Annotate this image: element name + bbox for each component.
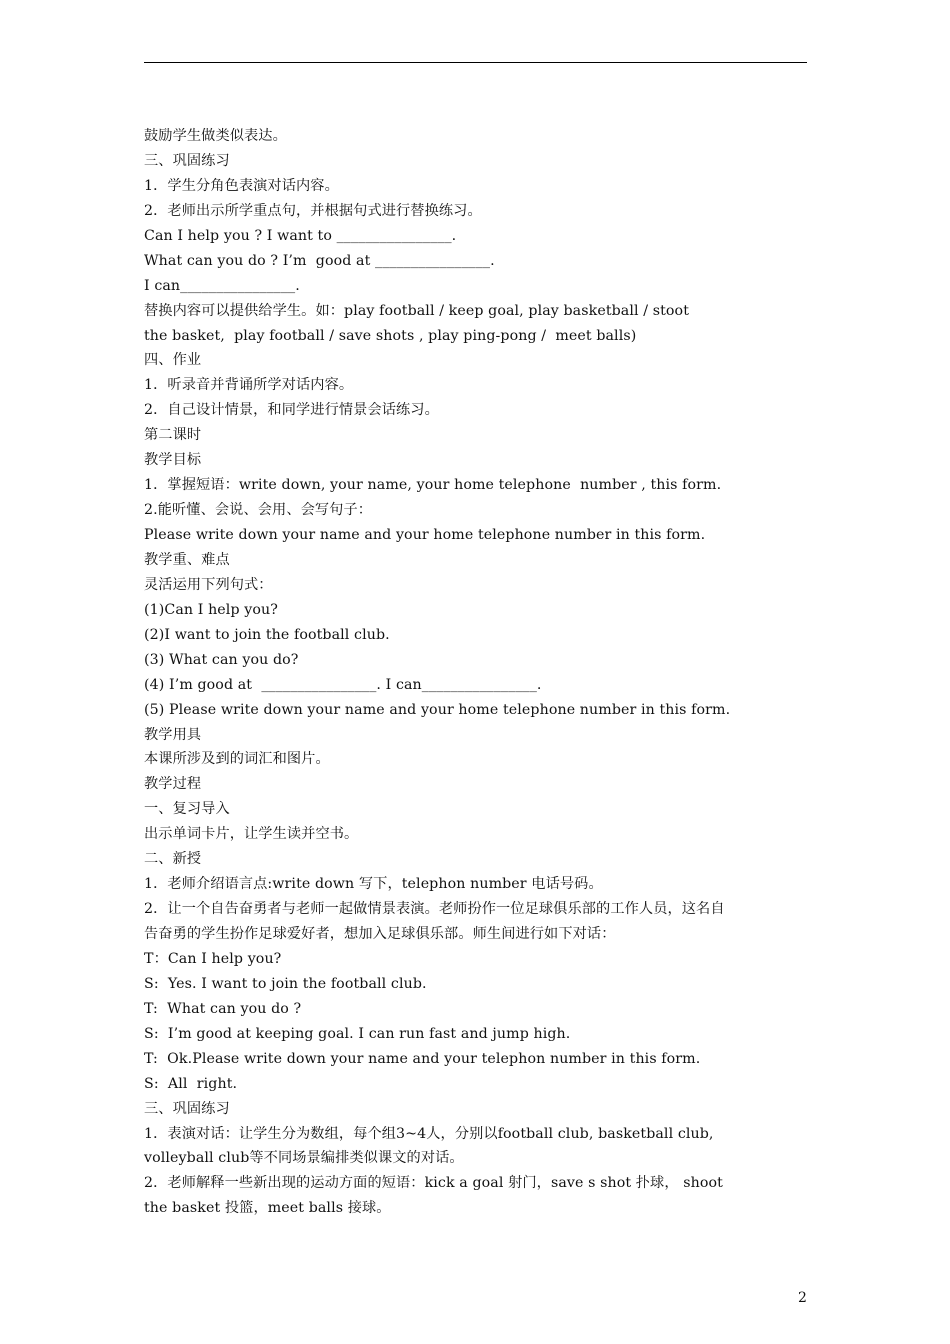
section-heading: 二、新授 (144, 851, 202, 868)
text-line: volleyball club等不同场景编排类似课文的对话。 (144, 1150, 464, 1167)
text-line: (2)I want to join the football club. (144, 626, 390, 643)
header-rule (144, 62, 807, 63)
section-heading: 第二课时 (144, 427, 202, 444)
document-body (144, 124, 812, 1221)
section-heading: 教学用具 (144, 726, 202, 743)
text-line: 2.能听懂、会说、会用、会写句子： (144, 502, 373, 519)
text-line: the basket, play football / save shots , play ping-pong / meet balls) (144, 327, 637, 344)
text-line: (1)Can I help you? (144, 601, 278, 618)
text-line: 出示单词卡片，让学生读并空书。 (144, 826, 359, 843)
text-line: 1．听录音并背诵所学对话内容。 (144, 377, 354, 394)
dialogue-line: T: What can you do ? (144, 1000, 302, 1017)
section-heading: 三、巩固练习 (144, 1100, 230, 1117)
dialogue-line: T: Ok.Please write down your name and your telephon number in this form. (144, 1050, 701, 1067)
text-line: 告奋勇的学生扮作足球爱好者，想加入足球俱乐部。师生间进行如下对话： (144, 926, 616, 942)
dialogue-line: S: All right. (144, 1075, 238, 1092)
text-line: 1．掌握短语：write down, your name, your home telephone number , this form. (144, 477, 722, 494)
dialogue-line: T：Can I help you? (144, 950, 282, 967)
text-line: 本课所涉及到的词汇和图片。 (144, 751, 330, 768)
section-heading: 四、作业 (144, 352, 202, 369)
section-heading: 教学过程 (144, 776, 202, 793)
text-line: Can I help you ? I want to ________________. (144, 227, 457, 244)
text-line: 替换内容可以提供给学生。如：play football / keep goal, play basketball / stoot (144, 302, 689, 319)
dialogue-line: S: I’m good at keeping goal. I can run fast and jump high. (144, 1025, 571, 1042)
section-heading: 教学重、难点 (144, 551, 230, 568)
text-line: 2．让一个自告奋勇者与老师一起做情景表演。老师扮作一位足球俱乐部的工作人员，这名自 (144, 901, 725, 918)
text-line: the basket 投篮，meet balls 接球。 (144, 1200, 391, 1217)
text-line: What can you do ? I’m good at ________________. (144, 252, 495, 269)
text-line: 1．老师介绍语言点:write down 写下，telephon number 电话号码。 (144, 876, 603, 893)
text-line: Please write down your name and your home telephone number in this form. (144, 527, 706, 543)
text-line: (5) Please write down your name and your home telephone number in this form. (144, 701, 731, 718)
section-heading: 教学目标 (144, 452, 202, 469)
text-line: (4) I’m good at ________________. I can________________. (144, 676, 542, 693)
text-line: I can________________. (144, 277, 300, 294)
text-line: 鼓励学生做类似表达。 (144, 128, 287, 144)
text-line: 2．老师出示所学重点句，并根据句式进行替换练习。 (144, 202, 482, 219)
text-line: 1．表演对话：让学生分为数组，每个组3~4人，分别以football club, basketball club, (144, 1125, 714, 1142)
text-line: 2．老师解释一些新出现的运动方面的短语：kick a goal 射门，save s shot 扑球， shoot (144, 1175, 723, 1192)
section-heading: 一、复习导入 (144, 801, 230, 818)
text-line: 灵活运用下列句式： (144, 576, 273, 593)
dialogue-line: S: Yes. I want to join the football club. (144, 975, 427, 992)
text-line: 2．自己设计情景，和同学进行情景会话练习。 (144, 402, 439, 419)
section-heading: 三、巩固练习 (144, 152, 230, 169)
text-line: 1．学生分角色表演对话内容。 (144, 177, 339, 194)
page-number: 2 (798, 1290, 807, 1306)
text-line: (3) What can you do? (144, 651, 299, 668)
